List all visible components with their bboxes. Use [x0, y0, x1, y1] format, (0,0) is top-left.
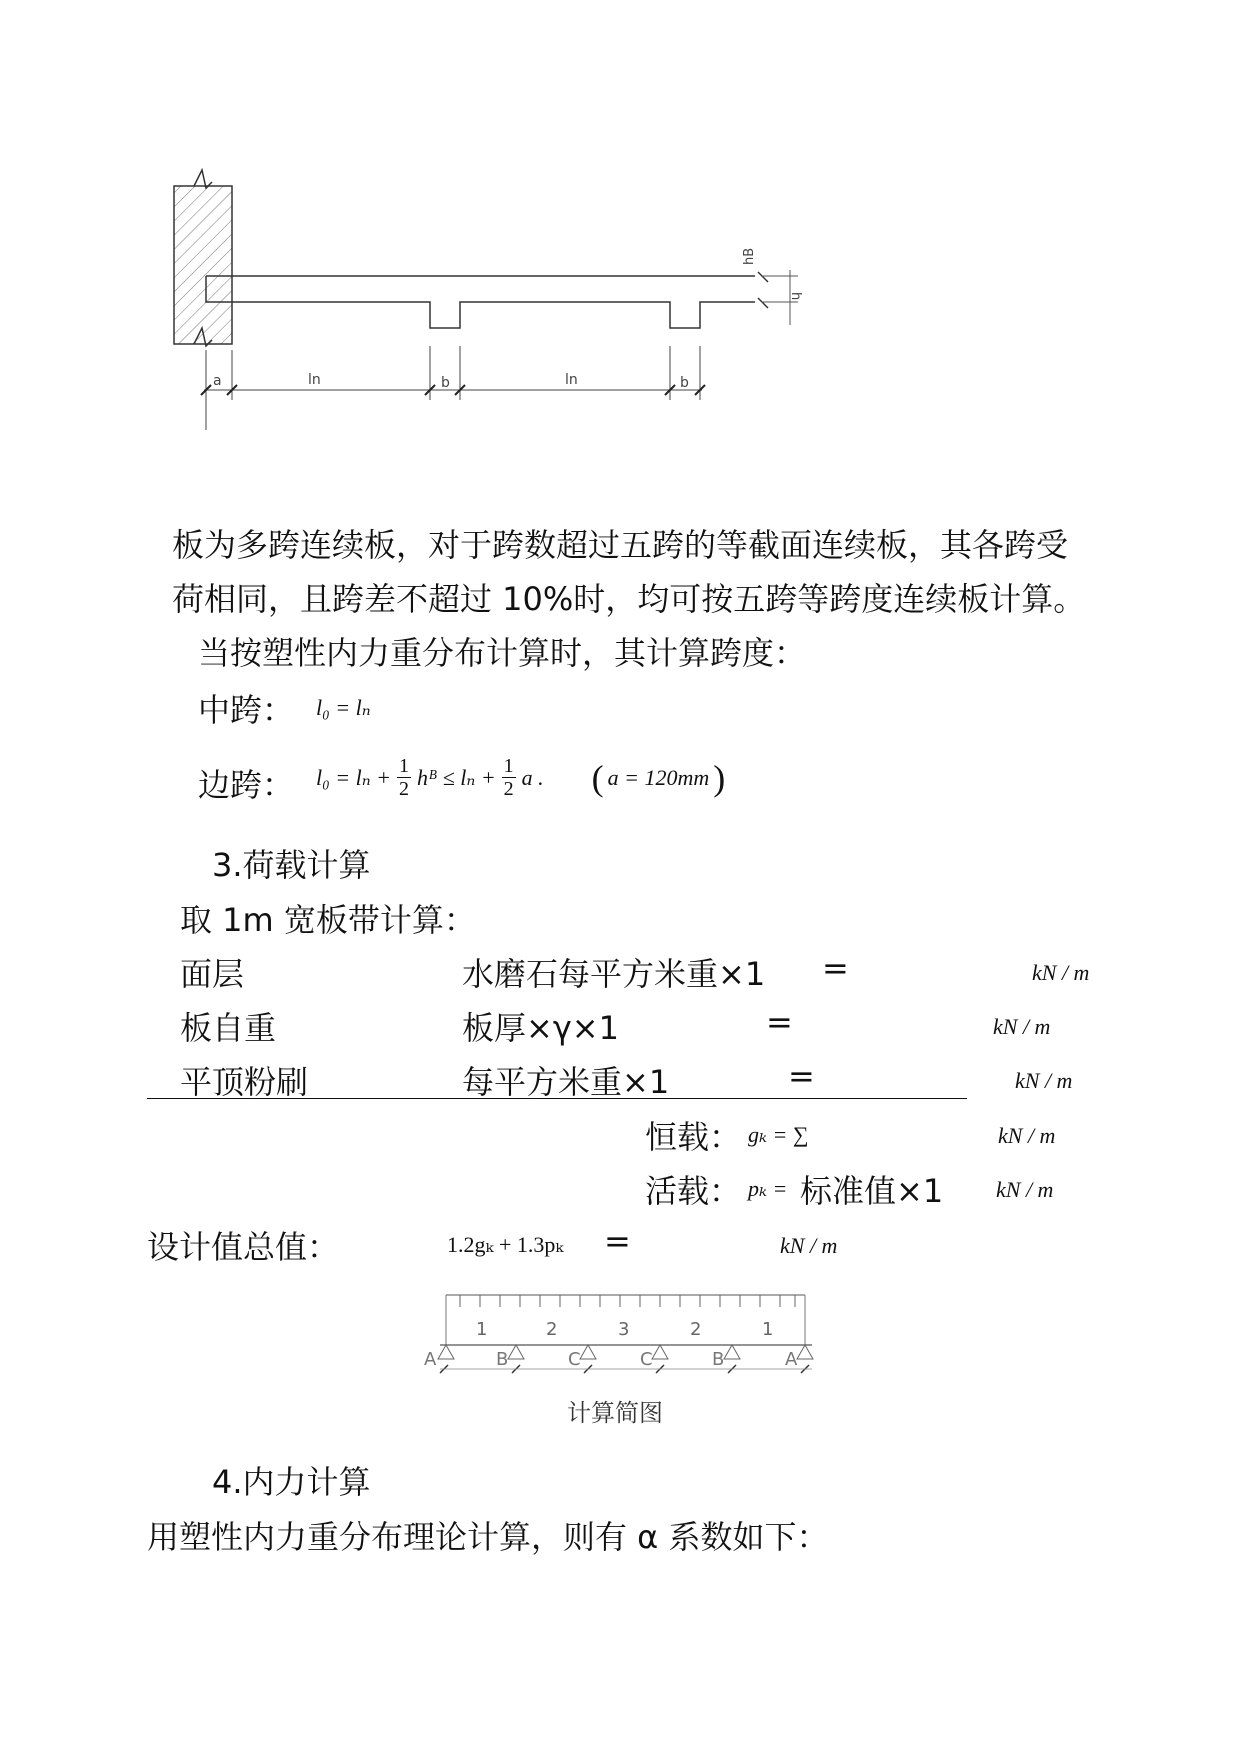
support-label: A: [785, 1349, 798, 1370]
load-row-eq: =: [822, 949, 849, 987]
support-label: B: [712, 1349, 725, 1370]
slab-outline: [206, 276, 755, 328]
support-label: C: [568, 1349, 581, 1370]
label-ln-left: ln: [308, 372, 321, 388]
sum-line: [147, 1098, 967, 1099]
support-label: A: [424, 1349, 437, 1370]
span-number: 2: [546, 1319, 558, 1340]
load-row-name: 面层: [180, 955, 245, 993]
span-number: 2: [690, 1319, 702, 1340]
section-4-heading: 4.内力计算: [212, 1463, 371, 1501]
design-total-unit: kN / m: [780, 1233, 838, 1258]
end-span-note: a = 120mm: [607, 764, 710, 790]
end-span-lhs: l₀ = lₙ +: [316, 764, 391, 790]
load-row-unit: kN / m: [993, 1014, 1051, 1039]
dead-load-formula: gₖ = ∑: [748, 1122, 809, 1147]
load-row-desc: 水磨石每平方米重×1: [462, 955, 766, 993]
end-span-mid: hᴮ ≤ lₙ +: [416, 764, 496, 790]
wall-hatched: [174, 186, 232, 344]
design-total-label: 设计值总值：: [147, 1228, 340, 1266]
dead-load-label: 恒载：: [645, 1118, 742, 1156]
mid-span-formula: l₀ = lₙ: [316, 695, 371, 720]
paragraph-line-1: 板为多跨连续板，对于跨数超过五跨的等截面连续板，其各跨受: [172, 526, 1069, 564]
load-row-desc: 板厚×γ×1: [462, 1009, 619, 1047]
span-number: 1: [476, 1319, 488, 1340]
load-row-name: 平顶粉刷: [180, 1063, 309, 1101]
label-h: h: [788, 292, 803, 301]
live-load-unit: kN / m: [996, 1177, 1054, 1202]
dead-load-unit: kN / m: [998, 1123, 1056, 1148]
load-row-desc: 每平方米重×1: [462, 1063, 670, 1101]
calculation-diagram: [410, 1285, 830, 1385]
frac2-denominator: 2: [503, 778, 514, 800]
fraction-2: [502, 755, 516, 800]
design-total-formula: 1.2gₖ + 1.3pₖ: [447, 1232, 564, 1257]
frac1-numerator: 1: [398, 755, 409, 777]
slab-section-diagram: [150, 160, 830, 450]
live-load-formula: pₖ =: [748, 1176, 788, 1201]
paragraph-line-2: 荷相同，且跨差不超过 10%时，均可按五跨等跨度连续板计算。: [172, 580, 1086, 618]
label-a: a: [213, 373, 222, 389]
design-total-eq: =: [604, 1222, 631, 1260]
frac1-denominator: 2: [398, 778, 409, 800]
live-load-label: 活载：: [645, 1172, 742, 1210]
label-b-right: b: [680, 375, 689, 391]
live-load-text: 标准值×1: [800, 1172, 944, 1210]
load-row-unit: kN / m: [1015, 1068, 1073, 1093]
fraction-1: [397, 755, 411, 800]
span-number: 3: [618, 1319, 630, 1340]
frac2-numerator: 1: [503, 755, 514, 777]
load-row-unit: kN / m: [1032, 960, 1090, 985]
span-intro: 当按塑性内力重分布计算时，其计算跨度：: [198, 634, 807, 672]
end-span-tail: a .: [521, 764, 544, 790]
support-label: B: [496, 1349, 509, 1370]
diagram-caption: 计算简图: [567, 1399, 663, 1427]
label-hB: hB: [742, 247, 757, 265]
support-label: C: [640, 1349, 653, 1370]
label-b-left: b: [441, 375, 450, 391]
end-span-label: 边跨：: [198, 766, 295, 804]
mid-span-label: 中跨：: [198, 691, 295, 729]
span-number: 1: [762, 1319, 774, 1340]
end-span-formula: l₀ = lₙ + $\frac{1}{2}$ hᴮ ≤ lₙ + $\frac{1}{2}$ a . ( a = 120mm ): [316, 755, 726, 800]
section-4-intro: 用塑性内力重分布理论计算，则有 α 系数如下：: [147, 1518, 829, 1556]
load-row-eq: =: [766, 1003, 793, 1041]
section-3-heading: 3.荷载计算: [212, 846, 371, 884]
load-row-name: 板自重: [180, 1009, 277, 1047]
load-row-eq: =: [788, 1057, 815, 1095]
section-3-intro: 取 1m 宽板带计算：: [180, 901, 476, 939]
label-ln-right: ln: [565, 372, 578, 388]
